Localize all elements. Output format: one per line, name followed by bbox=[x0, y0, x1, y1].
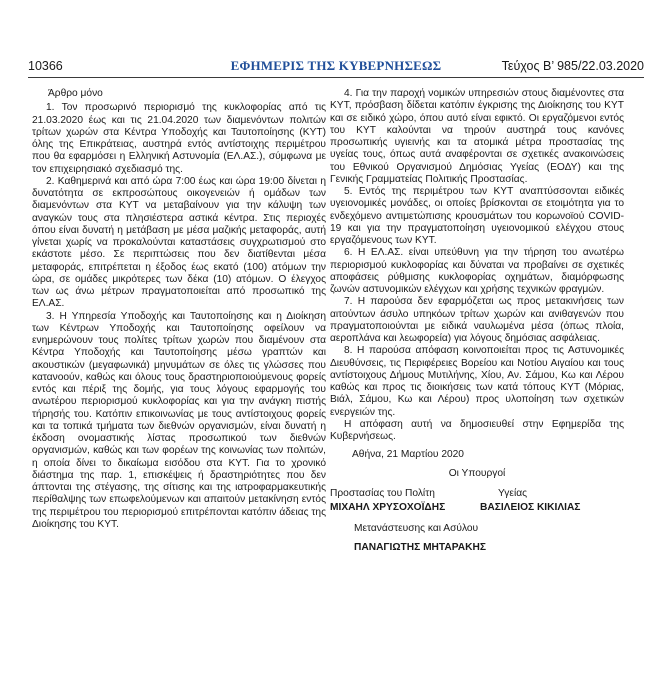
publication-note: Η απόφαση αυτή να δημοσιευθεί στην Εφημερίδα της Κυβερνήσεως. bbox=[330, 418, 624, 442]
left-column bbox=[32, 88, 326, 531]
paragraph-8: 8. Η παρούσα απόφαση κοινοποιείται προς τις Αστυνομικές Διευθύνσεις, τις Περιφέρειες Βορείου και Νοτίου Αιγαίου και τους αντίστοιχους Δήμους Μυτιλήνης, Χίου, Αν. Σάμου, Κω και Λέρου καθώς και προς τις διοικήσεις των κατά τόπους ΚΥΤ (Μόριας, Βιάλ, Σάμου, Κω και Λέρου) προς υλοποίηση των σχετικών ενεργειών της. bbox=[330, 345, 624, 418]
minister-3-name: ΠΑΝΑΓΙΩΤΗΣ ΜΗΤΑΡΑΚΗΣ bbox=[354, 541, 486, 553]
paragraph-2: 2. Καθημερινά και από ώρα 7:00 έως και ώρα 19:00 δίνεται η δυνατότητα σε εκπροσώπους οικογενειών ή ομάδων των διαμενόντων στα ΚΥΤ να μεταβαίνουν για την κάλυψη των αναγκών τους στα πλησιέστερα αστικά κέντρα. Στις περιοχές όπου είναι δυνατή η μετάβαση με μέσα μαζικής μεταφοράς, αυτή γίνεται χωρίς να προκαλούνται καταστάσεις συγχρωτισμού στο εκάστοτε μέσο. Σε περιπτώσεις που δεν διατίθενται μέσα μεταφοράς, επιτρέπεται η έξοδος έως εκατό (100) ατόμων την ώρα, σε ομάδες μικρότερες των δέκα (10) ατόμων. Ο έλεγχος των ως άνω μέτρων πραγματοποιείται από προσωπικό της ΕΛ.ΑΣ. bbox=[32, 175, 326, 310]
minister-3-title: Μετανάστευσης και Ασύλου bbox=[354, 522, 479, 534]
signature-block bbox=[330, 449, 624, 555]
page-header bbox=[28, 55, 644, 75]
page-number: 10366 bbox=[28, 59, 63, 73]
paragraph-4: 4. Για την παροχή νομικών υπηρεσιών στους διαμένοντες στα ΚΥΤ, πρόσβαση δίδεται κατόπιν έγκρισης της Διοίκησης του ΚΥΤ και σε ειδικό χώρο, όπου αυτό είναι εφικτό. Οι εργαζόμενοι εντός του ΚΥΤ καλούνται να τηρούν αυστηρά τους κανόνες προσωπικής υγιεινής και τα ατομικά μέτρα προστασίας της υγείας τους, όπως αυτά αναφέρονται σε σχετικές ανακοινώσεις του Εθνικού Οργανισμού Δημόσιας Υγείας (ΕΟΔΥ) και της Γενικής Γραμματείας Πολιτικής Προστασίας. bbox=[330, 88, 624, 185]
right-column bbox=[330, 88, 624, 555]
ministers-heading: Οι Υπουργοί bbox=[448, 467, 506, 479]
minister-2-title: Υγείας bbox=[498, 487, 528, 499]
header-divider bbox=[28, 77, 644, 78]
paragraph-3: 3. Η Υπηρεσία Υποδοχής και Ταυτοποίησης και η Διοίκηση των Κέντρων Υποδοχής και Ταυτοποίησης οφείλουν να ενημερώνουν τους πολίτες τρίτων χωρών που διαμένουν στα Κέντρα Υποδοχής και Ταυτοποίησης μέσω γραπτών και ακουστικών (μεγαφωνικά) μηνυμάτων σε όλες τις γλώσσες που κατανοούν, καθώς και όλους τους δραστηριοποιούμενους φορείς εντός και πέριξ της δομής, για τους λόγους εφαρμογής του ανωτέρου περιορισμού κυκλοφορίας και για την ανάγκη πιστής τήρησής του. Κατόπιν επικοινωνίας με τους αντίστοιχους φορείς και τα τοπικά τμήματα των διεθνών οργανισμών, είναι δυνατή η έκδοση ονομαστικής λίστας προσωπικού των διεθνών οργανισμών, καθώς και των φορέων της κοινωνίας των πολιτών, η οποία δίνει το δικαίωμα εισόδου στα ΚΥΤ. Για το χρονικό διάστημα της παρ. 1, επισκέψεις ή δραστηριότητες που δεν άπτονται της στέγασης, της σίτισης και της ιατροφαρμακευτικής περίθαλψης των επωφελούμενων και απαιτούν μετακίνηση εντός της περιμέτρου του περιορισμού επιτρέπονται κατόπιν άδειας της Διοίκησης του ΚΥΤ. bbox=[32, 310, 326, 530]
article-title: Άρθρο μόνο bbox=[48, 88, 103, 99]
paragraph-1: 1. Τον προσωρινό περιορισμό της κυκλοφορίας από τις 21.03.2020 έως και τις 21.04.2020 των διαμενόντων πολιτών τρίτων χωρών στα Κέντρα Υποδοχής και Ταυτοποίησης (ΚΥΤ) όλης της Επικράτειας, αυστηρά εντός αντίστοιχης περιμέτρου που θα εφαρμόσει η Ελληνική Αστυνομία (ΕΛ.ΑΣ.), σύμφωνα με τον επιχειρησιακό σχεδιασμό της. bbox=[32, 102, 326, 175]
paragraph-6: 6. Η ΕΛ.ΑΣ. είναι υπεύθυνη για την τήρηση του ανωτέρω περιορισμού κυκλοφορίας και δύναται να προβαίνει σε σχετικές αποφάσεις ρύθμισης κυκλοφορίας οχημάτων, διαμόρφωσης ζωνών αστυνομικών ελέγχων και χρήσης τεχνικών φραγμών. bbox=[330, 247, 624, 295]
minister-1-title: Προστασίας του Πολίτη bbox=[330, 487, 435, 499]
place-date: Αθήνα, 21 Μαρτίου 2020 bbox=[352, 449, 464, 461]
paragraph-7: 7. Η παρούσα δεν εφαρμόζεται ως προς μετακινήσεις των αιτούντων άσυλο υπηκόων τρίτων χωρών και ανιθαγενών που πραγματοποιούνται με ειδικά ναυλωμένα μέσα (όπως πλοία, αεροπλάνα και λεωφορεία) για λόγους δημόσιας ασφάλειας. bbox=[330, 296, 624, 344]
minister-2-name: ΒΑΣΙΛΕΙΟΣ ΚΙΚΙΛΙΑΣ bbox=[480, 501, 581, 513]
minister-1-name: ΜΙΧΑΗΛ ΧΡΥΣΟΧΟΪΔΗΣ bbox=[330, 501, 446, 513]
paragraph-5: 5. Εντός της περιμέτρου των ΚΥΤ αναπτύσσονται ειδικές υγειονομικές μονάδες, οι οποίες βρίσκονται σε ετοιμότητα για το ενδεχόμενο αντιμετώπισης κρουσμάτων του κορωνοϊού COVID-19 και για την πραγματοποίηση υγειονομικού ελέγχου στους εργαζόμενους των ΚΥΤ. bbox=[330, 186, 624, 246]
gazette-title: ΕΦΗΜΕΡΙΣ ΤΗΣ ΚΥΒΕΡΝΗΣΕΩΣ bbox=[230, 58, 442, 73]
issue-number: Τεύχος Β’ 985/22.03.2020 bbox=[501, 59, 644, 73]
